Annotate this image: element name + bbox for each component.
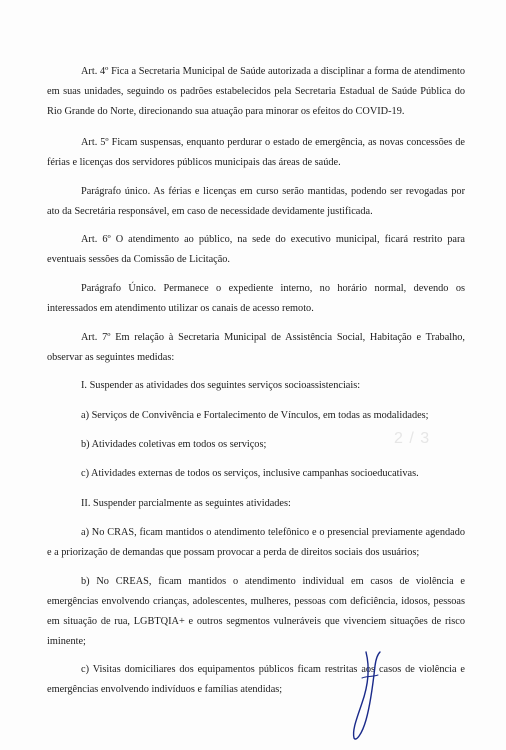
signature-icon — [340, 648, 390, 743]
paragraph-art-6-single: Parágrafo Único. Permanece o expediente interno, no horário normal, devendo os interessados em atendimento utilizar os canais de acesso remoto. — [47, 283, 465, 314]
paragraph-art-5: Art. 5º Ficam suspensas, enquanto perdurar o estado de emergência, as novas concessões de férias e licenças dos servidores públicos municipais das áreas de saúde. — [47, 137, 465, 168]
item-II: II. Suspender parcialmente as seguintes atividades: — [81, 498, 291, 509]
paragraph-art-4: Art. 4º Fica a Secretaria Municipal de Saúde autorizada a disciplinar a forma de atendimento em suas unidades, seguindo os padrões estabelecidos pela Secretaria Estadual de Saúde Pública do Rio Grande do Norte, direcionando sua atuação para minorar os efeitos do COVID-19. — [47, 66, 465, 117]
item-I-b: b) Atividades coletivas em todos os serviços; — [81, 439, 267, 450]
item-II-a: a) No CRAS, ficam mantidos o atendimento telefônico e o presencial previamente agendado e a priorização de demandas que possam provocar a perda de direitos sociais dos usuários; — [47, 527, 465, 558]
paragraph-art-7: Art. 7º Em relação à Secretaria Municipal de Assistência Social, Habitação e Trabalho, observar as seguintes medidas: — [47, 332, 465, 363]
item-I-a: a) Serviços de Convivência e Fortalecimento de Vínculos, em todas as modalidades; — [81, 410, 429, 421]
item-I-c: c) Atividades externas de todos os serviços, inclusive campanhas socioeducativas. — [81, 468, 419, 479]
item-II-c: c) Visitas domiciliares dos equipamentos públicos ficam restritas aos casos de violência e emergências envolvendo indivíduos e famílias atendidas; — [47, 664, 465, 695]
paragraph-art-6: Art. 6º O atendimento ao público, na sede do executivo municipal, ficará restrito para eventuais sessões da Comissão de Licitação. — [47, 234, 465, 265]
item-I: I. Suspender as atividades dos seguintes serviços socioassistenciais: — [81, 380, 361, 391]
page-number-watermark: 2 / 3 — [394, 430, 431, 447]
item-II-b: b) No CREAS, ficam mantidos o atendimento individual em casos de violência e emergências envolvendo crianças, adolescentes, mulheres, pessoas com deficiência, idosos, pessoas em situação de rua, LGBTQIA+ e outros segmentos vulneráveis que vivenciem situações de risco iminente; — [47, 576, 465, 647]
paragraph-art-5-single: Parágrafo único. As férias e licenças em curso serão mantidas, podendo ser revogadas por ato da Secretária responsável, em caso de necessidade devidamente justificada. — [47, 186, 465, 217]
